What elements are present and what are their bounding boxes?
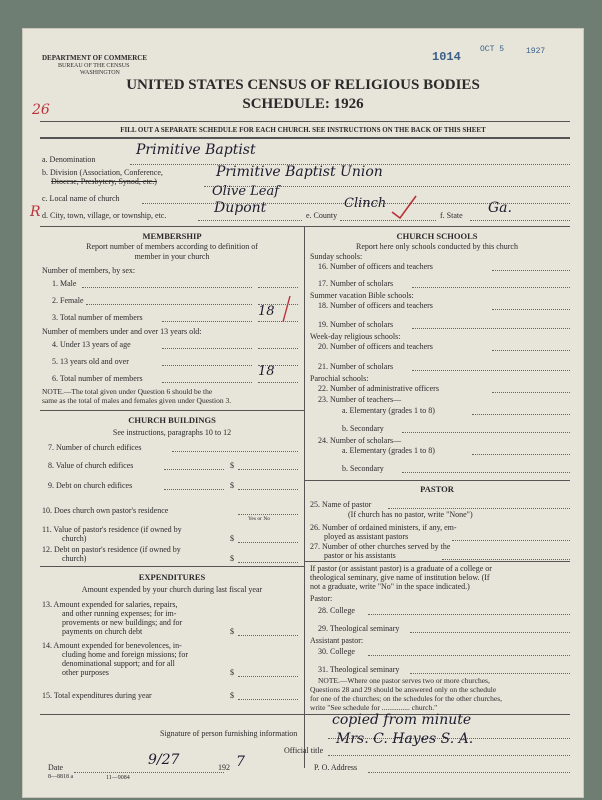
q25-hint: (If church has no pastor, write "None") bbox=[348, 510, 473, 519]
under-over-label: Number of members under and over 13 years old: bbox=[42, 327, 202, 336]
date-value: 9/27 bbox=[148, 752, 180, 768]
division-label: b. Division (Association, Conference, bbox=[42, 168, 163, 177]
pastor-heading: PASTOR bbox=[420, 484, 454, 494]
yes-no-hint: Yes or No bbox=[248, 516, 271, 522]
signature-value: copied from minute bbox=[332, 712, 472, 728]
pastor-note-4: write "See schedule for ............... church." bbox=[310, 703, 438, 712]
county-value: Clinch bbox=[344, 196, 387, 211]
q6-total: 6. Total number of members bbox=[52, 374, 143, 383]
membership-heading: MEMBERSHIP bbox=[142, 231, 202, 241]
local-name-value: Olive Leaf bbox=[212, 184, 280, 199]
q24-scholars: 24. Number of scholars— bbox=[318, 436, 402, 445]
official-title-label: Official title bbox=[284, 746, 324, 755]
pastor-note-1: NOTE.—Where one pastor serves two or more churches, bbox=[318, 676, 490, 685]
print-number: 11—9084 bbox=[106, 775, 130, 781]
q13-dollar: $ bbox=[230, 627, 234, 636]
form-title: UNITED STATES CENSUS OF RELIGIOUS BODIES bbox=[126, 77, 480, 93]
graduate-line-2: theological seminary, give name of institution below. (If bbox=[310, 573, 490, 582]
q25-name: 25. Name of pastor bbox=[310, 500, 372, 509]
q24a-elementary: a. Elementary (grades 1 to 8) bbox=[342, 446, 435, 455]
department-label: DEPARTMENT OF COMMERCE bbox=[42, 54, 148, 62]
q4-under-13: 4. Under 13 years of age bbox=[52, 340, 131, 349]
city-label-field: d. City, town, village, or township, etc. bbox=[42, 211, 167, 220]
membership-sub-1: Report number of members according to definition of bbox=[86, 242, 258, 251]
q14-line-3: denominational support; and for all bbox=[62, 659, 175, 668]
q2-female: 2. Female bbox=[52, 296, 84, 305]
q23-teachers: 23. Number of teachers— bbox=[318, 395, 402, 404]
q13-line-2: and other running expenses; for im- bbox=[62, 609, 177, 618]
q5-13-and-over: 5. 13 years old and over bbox=[52, 357, 129, 366]
q9-debt-edifices: 9. Debt on church edifices bbox=[48, 481, 133, 490]
city-value: Dupont bbox=[214, 200, 267, 216]
membership-note-1: NOTE.—The total given under Question 6 should be the bbox=[42, 387, 213, 396]
q16-officers: 16. Number of officers and teachers bbox=[318, 262, 433, 271]
year-prefix: 192 bbox=[218, 763, 230, 772]
sunday-schools-label: Sunday schools: bbox=[310, 252, 363, 261]
buildings-heading: CHURCH BUILDINGS bbox=[128, 415, 216, 425]
q14-line-2: cluding home and foreign missions; for bbox=[62, 650, 188, 659]
year-digit: 7 bbox=[236, 754, 245, 770]
q7-edifices: 7. Number of church edifices bbox=[48, 443, 142, 452]
q29-seminary: 29. Theological seminary bbox=[318, 624, 400, 633]
parochial-schools-label: Parochial schools: bbox=[310, 374, 369, 383]
q23b-secondary: b. Secondary bbox=[342, 424, 384, 433]
q14-line-4: other purposes bbox=[62, 668, 109, 677]
q24b-secondary: b. Secondary bbox=[342, 464, 384, 473]
q11-value-residence: 11. Value of pastor's residence (if owned by bbox=[42, 525, 182, 534]
red-tick-icon bbox=[280, 294, 294, 324]
signature-label: Signature of person furnishing information bbox=[160, 729, 298, 738]
po-address-label: P. O. Address bbox=[314, 763, 358, 772]
q8-dollar: $ bbox=[230, 461, 234, 470]
pastor-note-3: for one of the churches; on the schedules for the other churches, bbox=[310, 694, 503, 703]
q23a-elementary: a. Elementary (grades 1 to 8) bbox=[342, 406, 435, 415]
q13-line-4: payments on church debt bbox=[62, 627, 143, 636]
q15-dollar: $ bbox=[230, 691, 234, 700]
q14-dollar: $ bbox=[230, 668, 234, 677]
q9-dollar: $ bbox=[230, 481, 234, 490]
summer-schools-label: Summer vacation Bible schools: bbox=[310, 291, 414, 300]
division-value: Primitive Baptist Union bbox=[216, 164, 383, 180]
state-value: Ga. bbox=[488, 200, 512, 216]
q12-debt-residence: 12. Debt on pastor's residence (if owned by bbox=[42, 545, 181, 554]
q28-college: 28. College bbox=[318, 606, 355, 615]
pastor-sublabel: Pastor: bbox=[310, 594, 333, 603]
bureau-label: BUREAU OF THE CENSUS bbox=[58, 63, 130, 69]
q17-scholars: 17. Number of scholars bbox=[318, 279, 394, 288]
expenditures-heading: EXPENDITURES bbox=[138, 572, 206, 582]
membership-note-2: same as the total of males and females given under Question 3. bbox=[42, 396, 232, 405]
weekday-schools-label: Week-day religious schools: bbox=[310, 332, 401, 341]
census-form bbox=[22, 28, 584, 798]
q15-total: 15. Total expenditures during year bbox=[42, 691, 152, 700]
graduate-line-1: If pastor (or assistant pastor) is a graduate of a college or bbox=[310, 564, 492, 573]
stamp-date: OCT 5 bbox=[480, 45, 505, 54]
division-label-2: Diocese, Presbytery, Synod, etc.) bbox=[51, 177, 157, 186]
q13-line-1: 13. Amount expended for salaries, repairs, bbox=[42, 600, 178, 609]
q30-college: 30. College bbox=[318, 647, 355, 656]
margin-mark: 26 bbox=[32, 102, 50, 118]
instructions-line: FILL OUT A SEPARATE SCHEDULE FOR EACH CHURCH. SEE INSTRUCTIONS ON THE BACK OF THIS SHEET bbox=[120, 126, 486, 134]
members-by-sex: Number of members, by sex: bbox=[42, 266, 136, 275]
schedule-title: SCHEDULE: 1926 bbox=[242, 96, 364, 112]
q27-line-1: 27. Number of other churches served by the bbox=[310, 542, 451, 551]
q1-male: 1. Male bbox=[52, 279, 77, 288]
denomination-label: a. Denomination bbox=[42, 155, 96, 164]
q22-admin: 22. Number of administrative officers bbox=[318, 384, 439, 393]
check-mark-icon bbox=[390, 194, 420, 220]
stamp-year: 1927 bbox=[526, 47, 546, 56]
graduate-line-3: not a graduate, write "No" in the space indicated.) bbox=[310, 582, 470, 591]
q12-church: church) bbox=[62, 554, 87, 563]
q27-line-2: pastor or his assistants bbox=[324, 551, 396, 560]
official-title-value: Mrs. C. Hayes S. A. bbox=[336, 731, 474, 747]
q21-scholars: 21. Number of scholars bbox=[318, 362, 394, 371]
stamp-number: 1014 bbox=[432, 50, 461, 64]
q20-officers: 20. Number of officers and teachers bbox=[318, 342, 433, 351]
city-label: WASHINGTON bbox=[80, 70, 120, 76]
local-name-label: c. Local name of church bbox=[42, 194, 120, 203]
q18-officers: 18. Number of officers and teachers bbox=[318, 301, 433, 310]
form-number: 8—8818 a bbox=[48, 774, 74, 780]
r-mark: R bbox=[30, 204, 41, 220]
assistant-pastor-sublabel: Assistant pastor: bbox=[310, 636, 364, 645]
q11-church: church) bbox=[62, 534, 87, 543]
q11-dollar: $ bbox=[230, 534, 234, 543]
state-label: f. State bbox=[440, 211, 463, 220]
denomination-value: Primitive Baptist bbox=[136, 142, 256, 158]
membership-sub-2: member in your church bbox=[134, 252, 210, 261]
schools-sub: Report here only schools conducted by this church bbox=[356, 242, 518, 251]
q26-line-2: ployed as assistant pastors bbox=[324, 532, 409, 541]
pastor-note-2: Questions 28 and 29 should be answered only on the schedule bbox=[310, 685, 497, 694]
q14-line-1: 14. Amount expended for benevolences, in- bbox=[42, 641, 182, 650]
schools-heading: CHURCH SCHOOLS bbox=[396, 231, 478, 241]
q10-residence: 10. Does church own pastor's residence bbox=[42, 506, 169, 515]
buildings-sub: See instructions, paragraphs 10 to 12 bbox=[112, 428, 232, 437]
q19-scholars: 19. Number of scholars bbox=[318, 320, 394, 329]
q3-total: 3. Total number of members bbox=[52, 313, 143, 322]
expenditures-sub: Amount expended by your church during last fiscal year bbox=[81, 585, 263, 594]
q3-value: 18 bbox=[258, 304, 275, 319]
q12-dollar: $ bbox=[230, 554, 234, 563]
q8-value-edifices: 8. Value of church edifices bbox=[48, 461, 134, 470]
q13-line-3: provements or new buildings; and for bbox=[62, 618, 183, 627]
county-label: e. County bbox=[306, 211, 338, 220]
q31-seminary: 31. Theological seminary bbox=[318, 665, 400, 674]
q26-line-1: 26. Number of ordained ministers, if any, em- bbox=[310, 523, 457, 532]
q6-value: 18 bbox=[258, 364, 275, 379]
date-label: Date bbox=[48, 763, 64, 772]
